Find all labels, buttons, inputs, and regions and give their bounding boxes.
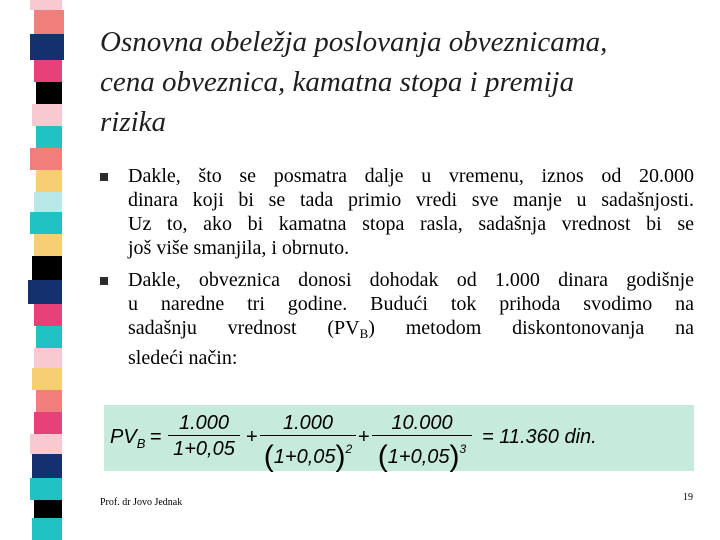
- stripe-segment: [36, 326, 62, 348]
- fraction-3: [370, 411, 474, 473]
- stripe-segment: [34, 192, 62, 212]
- stripe-segment: [32, 518, 62, 540]
- formula-lhs-main: PV: [110, 426, 137, 448]
- page-number: 19: [683, 492, 693, 503]
- fraction-1-denominator: 1+0,05: [173, 438, 235, 460]
- stripe-segment: [32, 368, 62, 390]
- bullet-square-icon: [100, 173, 108, 181]
- bullet-2-line-3: [128, 316, 694, 346]
- bullet-1-line-4: još više smanjila, i obrnuto.: [128, 237, 350, 259]
- stripe-segment: [34, 500, 62, 518]
- formula-plus-2: +: [358, 426, 370, 448]
- fraction-3-denominator: [370, 436, 474, 473]
- fraction-2: [258, 411, 358, 473]
- bullet-1-line-1: Dakle, što se posmatra dalje u vremenu, iznos od 20.000: [128, 165, 694, 187]
- stripe-segment: [36, 126, 62, 148]
- bullet-square-icon: [100, 277, 108, 285]
- title-line-2: cena obveznica, kamatna stopa i premija: [100, 66, 575, 98]
- bullet-2-line-1: Dakle, obveznica donosi dohodak od 1.000 dinara godišnje: [128, 269, 694, 291]
- present-value-formula: [104, 405, 694, 471]
- footer-author: Prof. dr Jovo Jednak: [100, 497, 183, 508]
- fraction-1-numerator: 1.000: [178, 412, 230, 434]
- formula-lhs: [110, 426, 145, 451]
- fraction-1: [166, 411, 242, 462]
- stripe-segment: [36, 170, 62, 192]
- fraction-3-power: 3: [459, 442, 467, 456]
- bullet-1-line-3: Uz to, ako bi kamatna stopa rasla, sadašnja vrednost bi se: [128, 213, 694, 235]
- bullet-item-2: [98, 268, 694, 370]
- stripe-segment: [32, 256, 62, 280]
- formula-plus-1: +: [246, 426, 258, 448]
- stripe-segment: [30, 0, 62, 10]
- bullet-2-line-4: sledeći način:: [128, 347, 238, 369]
- stripe-segment: [34, 412, 62, 434]
- title-line-1: Osnovna obeležja poslovanja obveznicama,: [100, 26, 608, 58]
- fraction-2-power: 2: [345, 442, 353, 456]
- bullet-list: [98, 164, 694, 378]
- stripe-segment: [28, 280, 62, 304]
- fraction-3-inner: 1+0,05: [387, 446, 450, 468]
- bullet-2-line-3-pre: sadašnju vrednost (PV: [128, 317, 360, 339]
- stripe-segment: [30, 34, 64, 60]
- bullet-1-line-2: dinara koji bi se tada primio vredi sve manje u sadašnjosti.: [128, 189, 694, 211]
- right-paren-icon: ): [335, 440, 346, 473]
- slide-title: [100, 22, 700, 142]
- stripe-segment: [36, 82, 62, 104]
- title-line-3: rizika: [100, 106, 167, 138]
- right-paren-icon: ): [449, 440, 460, 473]
- stripe-segment: [30, 212, 62, 234]
- stripe-segment: [34, 60, 62, 82]
- formula-lhs-sub: B: [136, 436, 146, 451]
- bullet-2-line-3-sub: B: [359, 326, 369, 341]
- stripe-segment: [34, 10, 64, 34]
- bullet-2-line-3-post: ) metodom diskontonovanja na: [368, 317, 695, 339]
- stripe-segment: [30, 478, 62, 500]
- formula-equals-1: =: [150, 426, 162, 448]
- stripe-segment: [34, 304, 62, 326]
- fraction-3-numerator: 10.000: [391, 412, 453, 434]
- decorative-stripe: [0, 0, 62, 540]
- fraction-2-numerator: 1.000: [282, 412, 334, 434]
- left-paren-icon: (: [263, 440, 274, 473]
- fraction-2-inner: 1+0,05: [273, 446, 336, 468]
- stripe-segment: [34, 234, 62, 256]
- stripe-segment: [34, 348, 62, 368]
- stripe-segment: [30, 434, 62, 454]
- left-paren-icon: (: [377, 440, 388, 473]
- formula-result: = 11.360 din.: [482, 426, 597, 448]
- bullet-2-line-2: u naredne tri godine. Budući tok prihoda svodimo na: [128, 293, 694, 315]
- stripe-segment: [36, 390, 62, 412]
- bullet-item-1: [98, 164, 694, 260]
- fraction-2-denominator: [258, 436, 358, 473]
- stripe-segment: [30, 148, 62, 170]
- stripe-segment: [32, 104, 62, 126]
- stripe-segment: [32, 454, 62, 478]
